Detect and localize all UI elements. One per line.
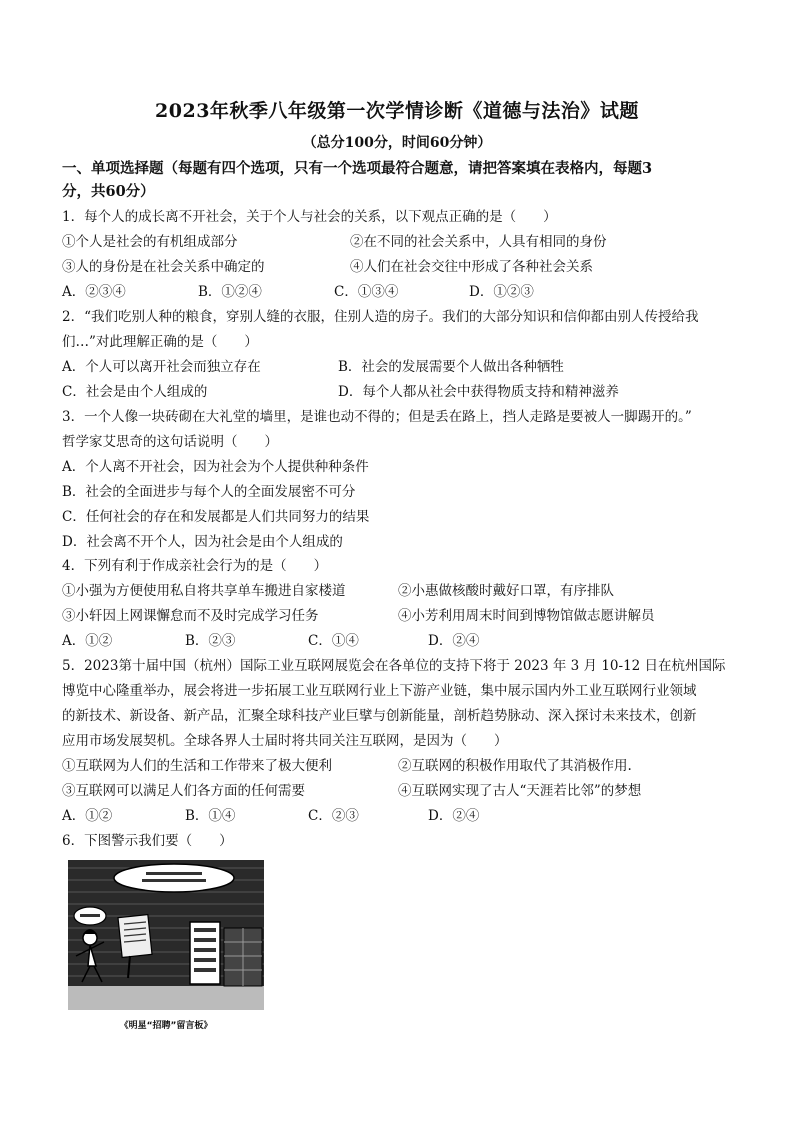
q2-option-c: C．社会是由个人组成的 xyxy=(62,384,208,400)
q2-stem-line1: 2．“我们吃别人种的粮食，穿别人缝的衣服，住别人造的房子。我们的大部分知识和信仰都由别人传授给我 xyxy=(62,309,699,325)
q5-stem-line1: 5．2023第十届中国（杭州）国际工业互联网展览会在各单位的支持下将于 2023 年 3 月 10-12 日在杭州国际 xyxy=(62,658,726,674)
q3-stem-line1: 3．一个人像一块砖砌在大礼堂的墙里，是谁也动不得的；但是丢在路上，挡人走路是要被人一脚踢开的。” xyxy=(62,409,692,425)
q4-option-c: C．①④ xyxy=(308,633,359,649)
q5-stem-line2: 博览中心隆重举办，展会将进一步拓展工业互联网行业上下游产业链，集中展示国内外工业互联网行业领域 xyxy=(62,683,697,699)
section-heading-line2: 分，共60分） xyxy=(62,183,155,200)
cartoon-caption: 《明星“招聘”留言板》 xyxy=(119,1021,213,1031)
q3-option-b: B．社会的全面进步与每个人的全面发展密不可分 xyxy=(62,484,356,500)
q1-statement-2: ②在不同的社会关系中，人具有相同的身份 xyxy=(350,234,607,250)
q1-option-b: B．①②④ xyxy=(198,284,262,300)
q5-option-b: B．①④ xyxy=(185,808,236,824)
cartoon-illustration xyxy=(66,858,269,1036)
section-heading-line1: 一、单项选择题（每题有四个选项，只有一个选项最符合题意，请把答案填在表格内，每题3 xyxy=(62,160,653,177)
q3-stem-line2: 哲学家艾思奇的这句话说明（ ） xyxy=(62,434,278,450)
q3-option-a: A．个人离不开社会，因为社会为个人提供种种条件 xyxy=(62,459,369,475)
q5-option-c: C．②③ xyxy=(308,808,359,824)
q1-option-d: D．①②③ xyxy=(469,284,534,300)
q4-statement-1: ①小强为方便使用私自将共享单车搬进自家楼道 xyxy=(62,583,346,599)
exam-subtitle: （总分100分，时间60分钟） xyxy=(302,135,492,151)
q1-statement-4: ④人们在社会交往中形成了各种社会关系 xyxy=(350,259,593,275)
q4-statement-2: ②小惠做核酸时戴好口罩，有序排队 xyxy=(398,583,614,599)
q1-stem: 1．每个人的成长离不开社会，关于个人与社会的关系，以下观点正确的是（ ） xyxy=(62,209,557,225)
q5-statement-1: ①互联网为人们的生活和工作带来了极大便利 xyxy=(62,758,332,774)
q5-option-a: A．①② xyxy=(62,808,113,824)
q2-option-d: D．每个人都从社会中获得物质支持和精神滋养 xyxy=(338,384,619,400)
q5-statement-2: ②互联网的积极作用取代了其消极作用. xyxy=(398,758,632,774)
q4-statement-4: ④小芳利用周末时间到博物馆做志愿讲解员 xyxy=(398,608,655,624)
q5-stem-line4: 应用市场发展契机。全球各界人士届时将共同关注互联网，是因为（ ） xyxy=(62,733,508,749)
q2-option-a: A．个人可以离开社会而独立存在 xyxy=(62,359,261,375)
q1-option-a: A．②③④ xyxy=(62,284,126,300)
q2-option-b: B．社会的发展需要个人做出各种牺牲 xyxy=(338,359,564,375)
q3-option-d: D．社会离不开个人，因为社会是由个人组成的 xyxy=(62,534,343,550)
cartoon-drawing xyxy=(66,858,269,1036)
q5-stem-line3: 的新技术、新设备、新产品，汇聚全球科技产业巨擘与创新能量，剖析趋势脉动、深入探讨未来技术，创新 xyxy=(62,708,697,724)
q4-option-d: D．②④ xyxy=(428,633,480,649)
q1-statement-1: ①个人是社会的有机组成部分 xyxy=(62,234,238,250)
q2-stem-line2: 们…”对此理解正确的是（ ） xyxy=(62,334,258,350)
q1-statement-3: ③人的身份是在社会关系中确定的 xyxy=(62,259,265,275)
q3-option-c: C．任何社会的存在和发展都是人们共同努力的结果 xyxy=(62,509,370,525)
q5-statement-3: ③互联网可以满足人们各方面的任何需要 xyxy=(62,783,305,799)
exam-title: 2023年秋季八年级第一次学情诊断《道德与法治》试题 xyxy=(155,100,639,122)
q6-stem: 6．下图警示我们要（ ） xyxy=(62,833,233,849)
q5-option-d: D．②④ xyxy=(428,808,480,824)
q4-stem: 4．下列有利于作成亲社会行为的是（ ） xyxy=(62,558,328,574)
q4-statement-3: ③小轩因上网课懈怠而不及时完成学习任务 xyxy=(62,608,319,624)
q1-option-c: C．①③④ xyxy=(334,284,399,300)
q5-statement-4: ④互联网实现了古人“天涯若比邻”的梦想 xyxy=(398,783,642,799)
q4-option-b: B．②③ xyxy=(185,633,236,649)
q4-option-a: A．①② xyxy=(62,633,113,649)
